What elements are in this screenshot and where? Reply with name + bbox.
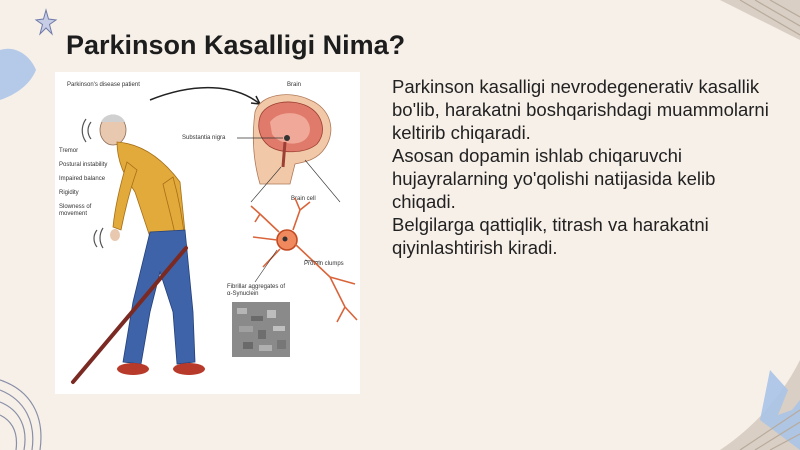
fibrillar-caption: Fibrillar aggregates of α-Synuclein <box>227 284 286 297</box>
arrow-to-brain <box>150 88 260 104</box>
symptom-tremor: Tremor <box>59 148 79 154</box>
corner-decoration-bottom-right <box>700 360 800 450</box>
brain-cell-caption: Brain cell <box>291 196 316 202</box>
slide-body-text <box>392 75 772 259</box>
star-icon <box>34 8 58 38</box>
aggregate-micrograph <box>232 302 290 357</box>
brain-caption: Brain <box>287 82 302 88</box>
symptom-rigidity: Rigidity <box>59 190 79 196</box>
illustration-drawing <box>55 72 360 394</box>
slide-title: Parkinson Kasalligi Nima? <box>66 30 406 60</box>
symptom-postural: Postural instability <box>59 162 108 168</box>
paragraph-symptoms: Belgilarga qattiqlik, titrash va harakatni qiyinlashtirish kiradi. <box>392 214 709 258</box>
paragraph-cause: Asosan dopamin ishlab chiqaruvchi hujayralarning yo'qolishi natijasida kelib chiqadi. <box>392 145 716 212</box>
corner-decoration-top-right <box>710 0 800 60</box>
patient-caption: Parkinson's disease patient <box>67 82 140 88</box>
brain-diagram <box>237 95 340 202</box>
protein-caption: Protein clumps <box>304 261 344 267</box>
blue-brush-decoration <box>0 40 40 110</box>
patient-figure <box>73 115 205 383</box>
symptom-balance: Impaired balance <box>59 176 106 182</box>
substantia-caption: Substantia nigra <box>182 135 226 141</box>
parkinson-illustration <box>55 72 360 394</box>
paragraph-definition: Parkinson kasalligi nevrodegenerativ kasallik bo'lib, harakatni boshqarishdagi muammolarni keltirib chiqaradi. <box>392 76 769 143</box>
symptom-slowness: Slowness of movement <box>59 204 92 217</box>
